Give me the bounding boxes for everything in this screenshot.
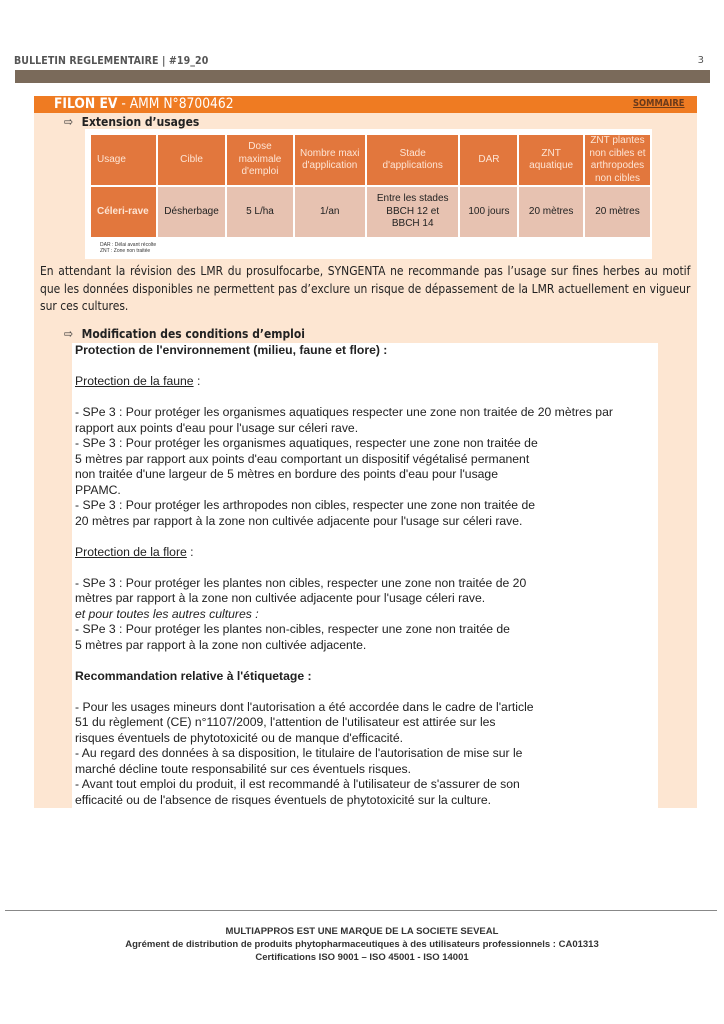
col-header-usage: Usage	[91, 135, 156, 185]
conditions-scan	[72, 343, 658, 808]
col-header-dose: Dose maximale d'emploi	[227, 135, 292, 185]
col-header-cible: Cible	[158, 135, 226, 185]
sommaire-link[interactable]: SOMMAIRE	[633, 98, 685, 109]
faune-line: rapport aux points d'eau pour l'usage sur céleri rave.	[75, 420, 359, 435]
faune-heading	[75, 374, 655, 390]
footer-divider	[5, 910, 717, 911]
faune-list	[75, 405, 655, 529]
label-line: - Pour les usages mineurs dont l'autorisation a été accordée dans le cadre de l'article	[75, 699, 534, 714]
footer-brand: MULTIAPPROS EST UNE MARQUE DE LA SOCIETE SEVEAL	[225, 926, 499, 937]
faune-colon: :	[193, 374, 201, 388]
flore-heading	[75, 545, 655, 561]
label-line: - Avant tout emploi du produit, il est recommandé à l'utilisateur de s'assurer de son	[75, 777, 520, 791]
col-header-stade: Stade d'applications	[367, 135, 459, 185]
faune-line: - SPe 3 : Pour protéger les organismes aquatiques, respecter une zone non traitée de	[75, 436, 538, 450]
flore-title: Protection de la flore	[75, 544, 187, 559]
modification-heading-text: Modification des conditions d’emploi	[81, 326, 305, 341]
modification-heading	[64, 326, 305, 341]
usage-table-image	[85, 129, 652, 259]
faune-line: 5 mètres par rapport aux points d'eau comportant un dispositif végétalisé permanent	[75, 451, 530, 466]
cell-usage: Céleri-rave	[91, 187, 156, 237]
table-row	[91, 187, 650, 237]
table-header-row	[91, 135, 650, 185]
label-line: risques éventuels de phytotoxicité ou de manque d'efficacité.	[75, 730, 403, 745]
flore-line: - SPe 3 : Pour protéger les plantes non cibles, respecter une zone non traitée de 20	[75, 575, 527, 590]
flore-line: 5 mètres par rapport à la zone non cultivée adjacente.	[75, 637, 367, 652]
arrow-right-icon: ⇨	[64, 326, 74, 341]
product-name: FILON EV	[54, 96, 118, 112]
abbr-dar: DAR : Délai avant récolte	[100, 242, 157, 248]
abbr-znt: ZNT : Zone non traitée	[100, 248, 151, 254]
usage-table	[89, 133, 652, 239]
label-line: efficacité ou de l'absence de risques éventuels de phytotoxicité sur la culture.	[75, 792, 492, 807]
bulletin-title: BULLETIN REGLEMENTAIRE | #19_20	[14, 54, 209, 67]
flore-list-2	[75, 622, 655, 653]
flore-line: - SPe 3 : Pour protéger les plantes non-cibles, respecter une zone non traitée de	[75, 622, 510, 636]
label-recommendation-list	[75, 700, 655, 809]
label-line: 51 du règlement (CE) n°1107/2009, l'attention de l'utilisateur est attirée sur les	[75, 715, 496, 729]
faune-line: PPAMC.	[75, 482, 121, 497]
footer-certifications: Certifications ISO 9001 – ISO 45001 - ISO 14001	[255, 952, 469, 963]
faune-line: - SPe 3 : Pour protéger les arthropodes non cibles, respecter une zone non traitée de	[75, 498, 536, 512]
cell-dose: 5 L/ha	[227, 187, 292, 237]
flore-colon: :	[186, 544, 194, 559]
faune-line: 20 mètres par rapport à la zone non cultivée adjacente pour l'usage sur céleri rave.	[75, 513, 523, 528]
cell-dar: 100 jours	[460, 187, 517, 237]
footer-agrement: Agrément de distribution de produits phytopharmaceutiques à des utilisateurs professionnels : CA01313	[125, 939, 599, 950]
section-title	[54, 96, 234, 113]
faune-line: non traitée d'une largeur de 5 mètres en bordure des points d'eau pour l'usage	[75, 467, 498, 481]
extension-heading-text: Extension d’usages	[81, 114, 200, 129]
abbreviations-legend	[100, 242, 156, 254]
cell-nombre: 1/an	[295, 187, 365, 237]
footer	[0, 925, 724, 964]
label-line: - Au regard des données à sa disposition, le titulaire de l'autorisation de mise sur le	[75, 746, 523, 760]
label-recommendation-title: Recommandation relative à l'étiquetage :	[75, 668, 312, 683]
extension-heading	[64, 114, 199, 129]
col-header-nombre: Nombre maxi d'application	[295, 135, 365, 185]
cell-znt-plantes: 20 mètres	[585, 187, 650, 237]
lmr-paragraph-text: En attendant la révision des LMR du prosulfocarbe, SYNGENTA ne recommande pas l’usage sur fines herbes au motif que les données disponibles ne permettent pas d’exclure un risque de dépassement de la LMR actuellement en vigueur sur ces cultures.	[40, 263, 691, 313]
faune-line: - SPe 3 : Pour protéger les organismes aquatiques respecter une zone non traitée de 20 mètres par	[75, 405, 613, 419]
section-header	[34, 96, 697, 113]
arrow-right-icon: ⇨	[64, 114, 74, 129]
header-bar	[15, 70, 710, 83]
flore-list-1	[75, 576, 655, 607]
faune-title: Protection de la faune	[75, 374, 194, 388]
conditions-text	[75, 343, 655, 808]
col-header-znt-aquatique: ZNT aquatique	[519, 135, 583, 185]
lmr-paragraph	[40, 262, 692, 315]
environment-title: Protection de l'environnement (milieu, faune et flore) :	[75, 343, 388, 357]
amm-number: - AMM N°8700462	[117, 96, 234, 112]
col-header-dar: DAR	[460, 135, 517, 185]
label-line: marché décline toute responsabilité sur ces éventuels risques.	[75, 761, 412, 776]
page-number: 3	[697, 55, 704, 66]
cell-znt-aquatique: 20 mètres	[519, 187, 583, 237]
cell-stade: Entre les stades BBCH 12 et BBCH 14	[367, 187, 459, 237]
flore-line: mètres par rapport à la zone non cultivée adjacente pour l'usage céleri rave.	[75, 591, 486, 605]
cell-cible: Désherbage	[158, 187, 226, 237]
flore-other-crops: et pour toutes les autres cultures :	[75, 606, 259, 621]
col-header-znt-plantes: ZNT plantes non cibles et arthropodes non cibles	[585, 135, 650, 185]
